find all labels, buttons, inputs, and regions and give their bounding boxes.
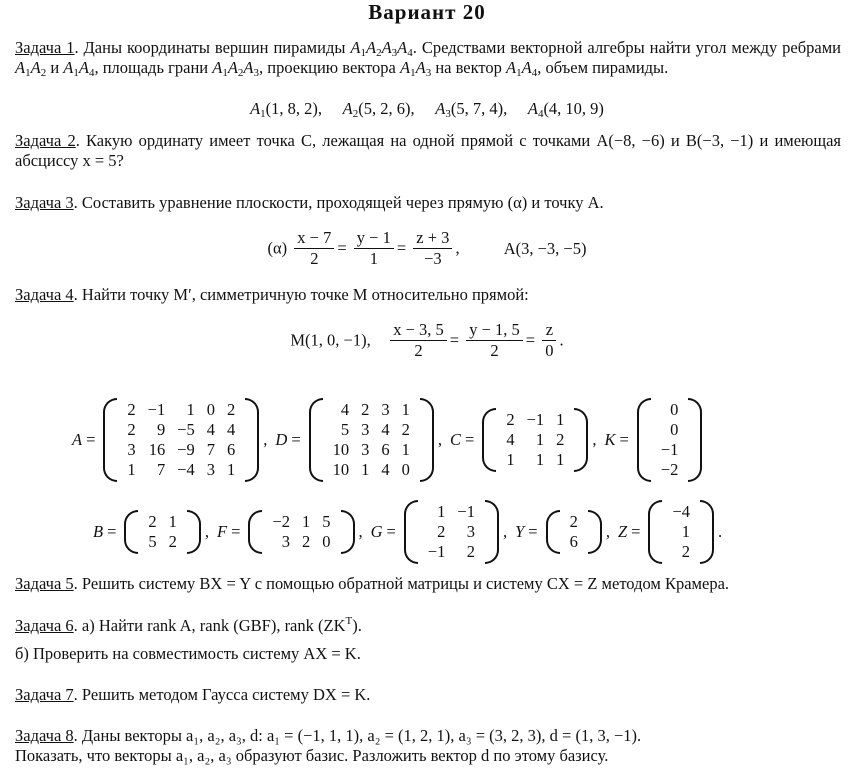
matrix-k-cell: −2 xyxy=(660,460,679,479)
matrix-f-cell: 1 xyxy=(302,512,311,531)
matrix-g-cell: 1 xyxy=(437,502,446,521)
matrix-k-cell: −1 xyxy=(660,440,679,459)
matrix-a-cell: 7 xyxy=(206,440,216,459)
matrix-z-cell: 2 xyxy=(681,542,691,561)
matrix-f-cell: −2 xyxy=(272,512,290,531)
matrix-d-cell: 10 xyxy=(332,460,350,479)
matrix-d-cell: 1 xyxy=(401,440,410,459)
task-1-points: $A_1(1$, 8, 2), $A_2(5$, 2, 6), $A_3(5$, 7, 4), $A_4(4$, 10, 9) xyxy=(250,99,604,120)
matrix-c-cell: 2 xyxy=(506,410,515,429)
matrix-b-cell: 2 xyxy=(148,512,157,531)
matrix-k xyxy=(637,398,703,482)
task-5-text: Задача 5. Решить систему BX = Y с помощью обратной матрицы и систему CX = Z методом Крамера. xyxy=(15,574,730,593)
matrix-d-cell: 2 xyxy=(361,400,370,419)
left-paren xyxy=(637,398,651,482)
matrix-d-cell: 4 xyxy=(340,400,350,419)
matrix-d-cell: 3 xyxy=(361,440,370,459)
matrix-g-cell: −1 xyxy=(427,542,446,561)
matrix-a-cell: 7 xyxy=(156,460,166,479)
matrix-a-cell: 4 xyxy=(227,420,236,439)
matrix-d-cell: 0 xyxy=(401,460,410,479)
matrix-d-cell: 2 xyxy=(401,420,410,439)
task-7-text: Задача 7. Решить методом Гаусса систему DX = K. xyxy=(15,685,371,704)
matrix-z xyxy=(648,500,714,564)
matrix-d-cell: 4 xyxy=(381,420,390,439)
matrix-d-cell: 4 xyxy=(381,460,390,479)
task-3-equation: (α) $\frac{x - 7}{2}$ = $\frac{y - 1}{1}$ = $\frac{z + 3}{-3}$ , A(3, −3, −5) xyxy=(267,228,587,268)
matrix-c-cell: 1 xyxy=(556,450,565,469)
matrix-f-cell: 2 xyxy=(302,532,311,551)
matrix-a-cell: −1 xyxy=(147,400,166,419)
left-paren xyxy=(124,510,138,554)
right-paren xyxy=(700,500,714,564)
task-7-label: Задача 7 xyxy=(15,685,74,704)
matrix-b-cell: 2 xyxy=(168,532,177,551)
right-paren xyxy=(574,408,588,472)
matrix-c-cell: 2 xyxy=(556,430,565,449)
matrix-a-cell: 1 xyxy=(186,400,195,419)
matrix-row-1: A = 2 −1 1 0 2 2 9 −5 4 4 3 16 −9 7 6 1 7 −4 3 1 , D = 4 2 3 1 5 3 4 2 10 3 6 1 10 1 4 0 , C = 2 −1 1 4 1 2 1 1 1 , K = 0 0 −1 −2 xyxy=(72,398,706,482)
matrix-k-cell: 0 xyxy=(670,400,679,419)
task-8-text: Задача 8. Даны векторы a₁, a₂, a₃, d: a₁ = (−1, 1, 1), a₂ = (1, 2, 1), a₃ = (3, 2, 3), d = (1, 3, −1). xyxy=(15,726,642,745)
matrix-g-cell: 2 xyxy=(437,522,446,541)
matrix-a-cell: 16 xyxy=(148,440,166,459)
task-8-text-2: Показать, что векторы a₁, a₂, a₃ образуют базис. Разложить вектор d по этому базису. xyxy=(15,746,609,765)
matrix-a-cell: 2 xyxy=(127,420,136,439)
matrix-y-cell: 6 xyxy=(569,532,578,551)
task-5-label: Задача 5 xyxy=(15,574,74,593)
left-paren xyxy=(482,408,496,472)
right-paren xyxy=(485,500,499,564)
matrix-a-cell: 3 xyxy=(127,440,136,459)
matrix-a-cell: 6 xyxy=(227,440,236,459)
matrix-a-cell: 2 xyxy=(227,400,236,419)
matrix-z-cell: 1 xyxy=(681,522,691,541)
right-paren xyxy=(187,510,201,554)
right-paren xyxy=(420,398,434,482)
left-paren xyxy=(546,510,560,554)
variant-title: Вариант 20 xyxy=(368,0,486,24)
task-6b-text: б) Проверить на совместимость систему AX = K. xyxy=(15,644,361,663)
task-4-label: Задача 4 xyxy=(15,285,74,304)
matrix-g-cell: 3 xyxy=(466,522,475,541)
matrix-d-cell: 10 xyxy=(332,440,350,459)
matrix-b xyxy=(124,510,201,554)
right-paren xyxy=(588,510,602,554)
matrix-c-cell: 1 xyxy=(556,410,565,429)
matrix-a-cell: 9 xyxy=(156,420,166,439)
task-6-text: Задача 6. а) Найти rank A, rank (GBF), rank $(ZK^T)$. xyxy=(15,615,362,635)
task-8-label: Задача 8 xyxy=(15,726,74,745)
task-2-text: Задача 2. Какую ординату имеет точка C, лежащая на одной прямой с точками A(−8, −6) и B(−3, −1) и имеющая абсциссу x = 5? xyxy=(15,131,841,170)
task-6-label: Задача 6 xyxy=(15,616,74,635)
left-paren xyxy=(404,500,418,564)
matrix-f-cell: 0 xyxy=(322,532,331,551)
matrix-a-cell: −4 xyxy=(177,460,195,479)
matrix-c-cell: 1 xyxy=(535,450,545,469)
task-4-equation: M(1, 0, −1), $\frac{x - 3, 5}{2}$ = $\frac{y - 1, 5}{2}$ = $\frac{z}{0}$ . xyxy=(290,320,564,360)
matrix-d-cell: 1 xyxy=(401,400,410,419)
matrix-c-cell: 4 xyxy=(506,430,515,449)
matrix-a-cell: −5 xyxy=(177,420,195,439)
matrix-d-cell: 3 xyxy=(381,400,390,419)
matrix-c-cell: 1 xyxy=(506,450,515,469)
left-paren xyxy=(248,510,262,554)
matrix-c-cell: 1 xyxy=(535,430,545,449)
matrix-g xyxy=(404,500,499,564)
right-paren xyxy=(688,398,702,482)
matrix-a-cell: 3 xyxy=(206,460,216,479)
matrix-g-cell: 2 xyxy=(466,542,475,561)
left-paren xyxy=(648,500,662,564)
matrix-a-cell: −9 xyxy=(177,440,195,459)
matrix-row-2: B = 2 1 5 2 , F = −2 1 5 3 2 0 , G = 1 −1 2 3 −1 2 , Y = 2 6 , Z = −4 1 2 . xyxy=(93,500,722,564)
left-paren xyxy=(103,398,117,482)
matrix-g-cell: −1 xyxy=(457,502,475,521)
matrix-f-cell: 3 xyxy=(281,532,290,551)
matrix-b-cell: 1 xyxy=(168,512,177,531)
matrix-c-cell: −1 xyxy=(526,410,545,429)
matrix-a xyxy=(103,398,259,482)
matrix-b-cell: 5 xyxy=(148,532,157,551)
matrix-f-cell: 5 xyxy=(322,512,331,531)
matrix-y-cell: 2 xyxy=(569,512,578,531)
matrix-k-cell: 0 xyxy=(670,420,679,439)
task-3-text: Задача 3. Составить уравнение плоскости, проходящей через прямую (α) и точку A. xyxy=(15,193,604,212)
right-paren xyxy=(341,510,355,554)
matrix-f xyxy=(248,510,354,554)
matrix-d-cell: 1 xyxy=(361,460,370,479)
task-1-label: Задача 1 xyxy=(15,38,75,57)
matrix-z-cell: −4 xyxy=(672,502,691,521)
task-1-text: Задача 1. Даны координаты вершин пирамиды $A_1A_2A_3A_4$. Средствами векторной алгебры найти угол между ребрами $A_1A_2$ и $A_1A_4$, площадь грани $A_1A_2A_3$, проекцию вектора $A_1A_3$ на вектор $A_1A_4$, объем пирамиды. xyxy=(15,38,841,79)
left-paren xyxy=(309,398,323,482)
right-paren xyxy=(245,398,259,482)
matrix-d-cell: 3 xyxy=(361,420,370,439)
task-3-label: Задача 3 xyxy=(15,193,74,212)
matrix-d-cell: 5 xyxy=(340,420,350,439)
matrix-d-cell: 6 xyxy=(381,440,390,459)
matrix-a-cell: 0 xyxy=(206,400,216,419)
task-4-text: Задача 4. Найти точку M′, симметричную точке M относительно прямой: xyxy=(15,285,529,304)
matrix-y xyxy=(546,510,602,554)
matrix-a-cell: 1 xyxy=(127,460,136,479)
matrix-a-cell: 4 xyxy=(206,420,216,439)
matrix-c xyxy=(482,408,588,472)
task-2-label: Задача 2 xyxy=(15,131,76,150)
matrix-a-cell: 2 xyxy=(127,400,136,419)
matrix-a-cell: 1 xyxy=(227,460,236,479)
matrix-d xyxy=(309,398,434,482)
